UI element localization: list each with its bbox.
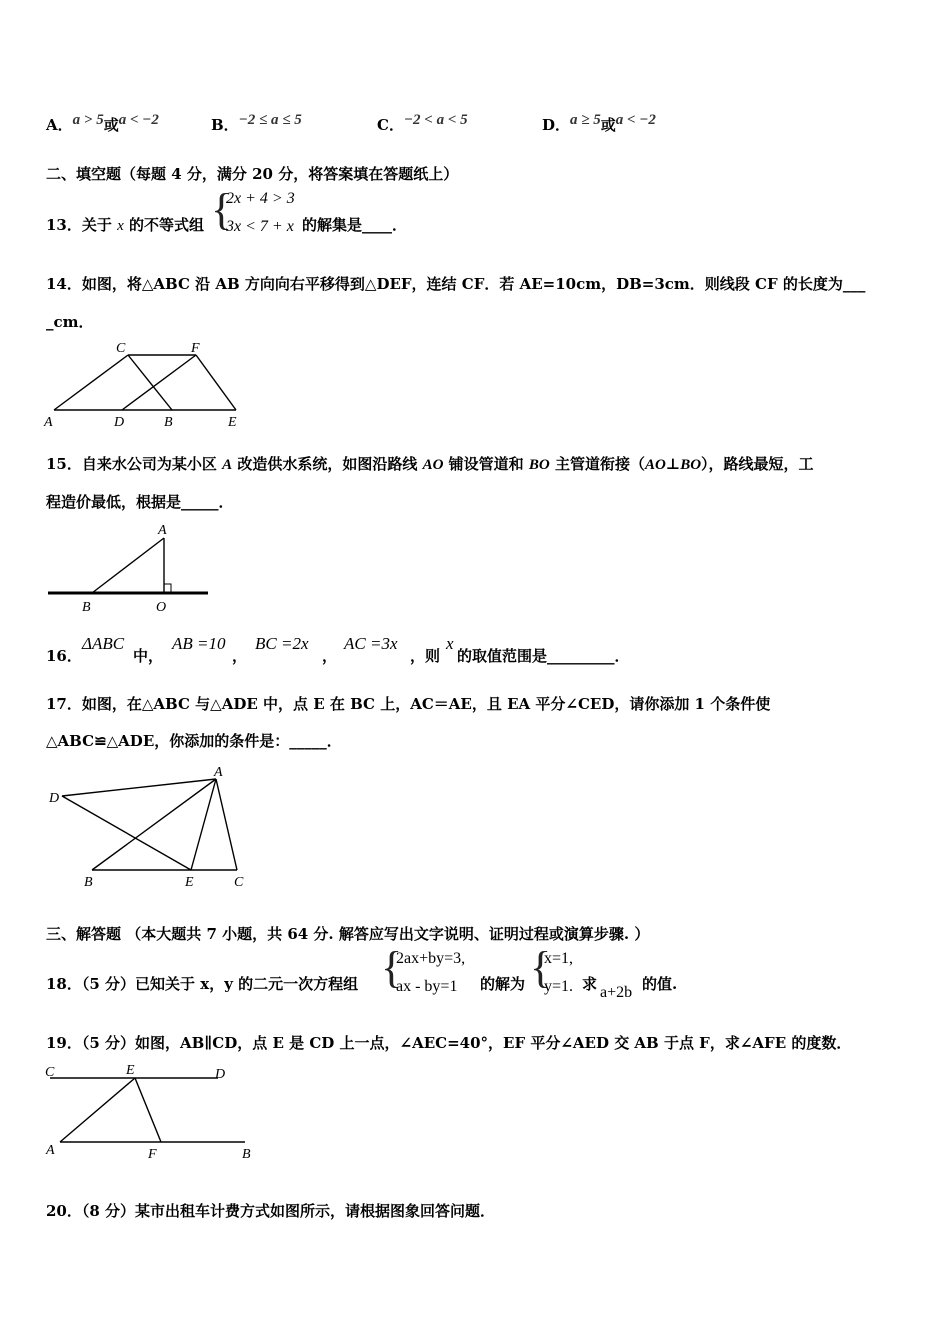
q13-brace: {	[211, 185, 233, 234]
q17-text-1: 17．如图，在△ABC 与△ADE 中，点 E 在 BC 上，AC＝AE，且 EA 平分∠CED，请你添加 1 个条件使	[46, 695, 771, 713]
q18-brace-2: {	[530, 943, 552, 992]
q19-label-a: A	[46, 1143, 55, 1158]
section-3-title: 三、解答题 （本大题共 7 小题，共 64 分. 解答应写出文字说明、证明过程或演算步骤. ）	[46, 925, 650, 943]
q19-label-b: B	[242, 1147, 251, 1162]
q16-tail: 的取值范围是_________．	[457, 647, 630, 665]
q19-seg-ae	[60, 1078, 135, 1142]
q18-eq1: 2ax+by=3,	[396, 950, 466, 967]
q12-a-math2: a < −2	[118, 112, 159, 128]
q16-text: 16．	[46, 647, 82, 665]
q12-option-b: B．−2 ≤ a ≤ 5	[211, 112, 302, 134]
q14-text-1: 14．如图，将△ABC 沿 AB 方向向右平移得到△DEF，连结 CF．若 AE=10cm，DB=3cm．则线段 CF 的长度为___	[46, 275, 866, 293]
q17-label-b: B	[84, 875, 93, 890]
q18-eq2: ax - by=1	[396, 978, 458, 995]
q13-eq1: 2x + 4 > 3	[226, 190, 295, 207]
q15-label-o: O	[156, 600, 167, 615]
q14-label-b: B	[164, 415, 173, 430]
q13-eq2: 3x < 7 + x	[226, 218, 294, 235]
q13-text: 13．关于 x 的不等式组	[46, 216, 205, 234]
q12-option-c: C．−2 < a < 5	[377, 112, 468, 134]
q16-ze: ，则	[410, 647, 441, 665]
q14-text-2: _cm．	[46, 313, 94, 331]
q15-label-b: B	[82, 600, 91, 615]
q14-label-f: F	[191, 341, 200, 356]
q17-seg-ea	[191, 779, 216, 870]
q17-label-a: A	[214, 765, 223, 780]
q14-figure	[40, 336, 260, 432]
q19-seg-ef	[135, 1078, 161, 1142]
q16-x: x	[446, 634, 454, 653]
q14-label-c: C	[116, 341, 126, 356]
q17-label-c: C	[234, 875, 244, 890]
section-2-title: 二、填空题（每题 4 分，满分 20 分，将答案填在答题纸上）	[46, 165, 459, 183]
q15-figure	[40, 518, 220, 618]
q16-zhong: 中，	[133, 647, 164, 665]
q17-label-e: E	[185, 875, 194, 890]
q14-seg-cb	[128, 355, 172, 410]
q13-suffix: 的解集是____．	[302, 216, 408, 234]
q18-brace-1: {	[381, 943, 403, 992]
q19-label-d: D	[215, 1067, 226, 1082]
q15-text-1: 15．自来水公司为某小区 A 改造供水系统，如图沿路线 AO 铺设管道和 BO 主管道衔接（AO⊥BO），路线最短，工	[46, 455, 814, 473]
q18-sol-1: x=1,	[544, 950, 574, 967]
q17-seg-da	[62, 779, 216, 796]
q17-figure	[40, 760, 260, 890]
q19-label-e: E	[126, 1063, 135, 1078]
q17-text-2: △ABC≌△ADE，你添加的条件是：_____．	[46, 732, 342, 750]
q19-text: 19．（5 分）如图，AB∥CD，点 E 是 CD 上一点，∠AEC=40°，EF 平分∠AED 交 AB 于点 F，求∠AFE 的度数．	[46, 1034, 852, 1052]
q14-label-d: D	[114, 415, 125, 430]
q16-ac: AC =3x	[344, 634, 398, 653]
q19-label-f: F	[148, 1147, 157, 1162]
q17-label-d: D	[49, 791, 60, 806]
q19-label-c: C	[45, 1065, 55, 1080]
q14-label-e: E	[228, 415, 237, 430]
q18-qiu: 求	[582, 975, 598, 993]
q18-mid: 的解为	[480, 975, 526, 993]
q18-expr: a+2b	[600, 984, 633, 1001]
q17-seg-de	[62, 796, 191, 870]
q15-label-a: A	[158, 523, 167, 538]
q16-comma-1: ，	[232, 647, 248, 665]
q18-sol-2: y=1.	[544, 978, 574, 995]
q18-prefix: 18．（5 分）已知关于 x，y 的二元一次方程组	[46, 975, 359, 993]
q20-text: 20．（8 分）某市出租车计费方式如图所示，请根据图象回答问题．	[46, 1202, 496, 1220]
q12-option-a: A．a > 5或a < −2	[46, 112, 159, 134]
q15-seg-ab	[92, 538, 164, 593]
q16-ab: AB =10	[172, 634, 226, 653]
q14-seg-ac	[54, 355, 128, 410]
q19-figure	[40, 1060, 270, 1170]
q16-bc: BC =2x	[255, 634, 309, 653]
q18-tail: 的值.	[642, 975, 678, 993]
q14-seg-fe	[196, 355, 236, 410]
q16-comma-2: ，	[322, 647, 338, 665]
q12-option-d: D．a ≥ 5或a < −2	[542, 112, 656, 134]
q16-tri: ΔABC	[82, 634, 125, 653]
q12-a-math1: a > 5	[72, 112, 104, 128]
q15-text-2: 程造价最低，根据是_____．	[46, 493, 234, 511]
q14-label-a: A	[44, 415, 53, 430]
q14-seg-df	[122, 355, 196, 410]
q17-seg-ac	[216, 779, 237, 870]
